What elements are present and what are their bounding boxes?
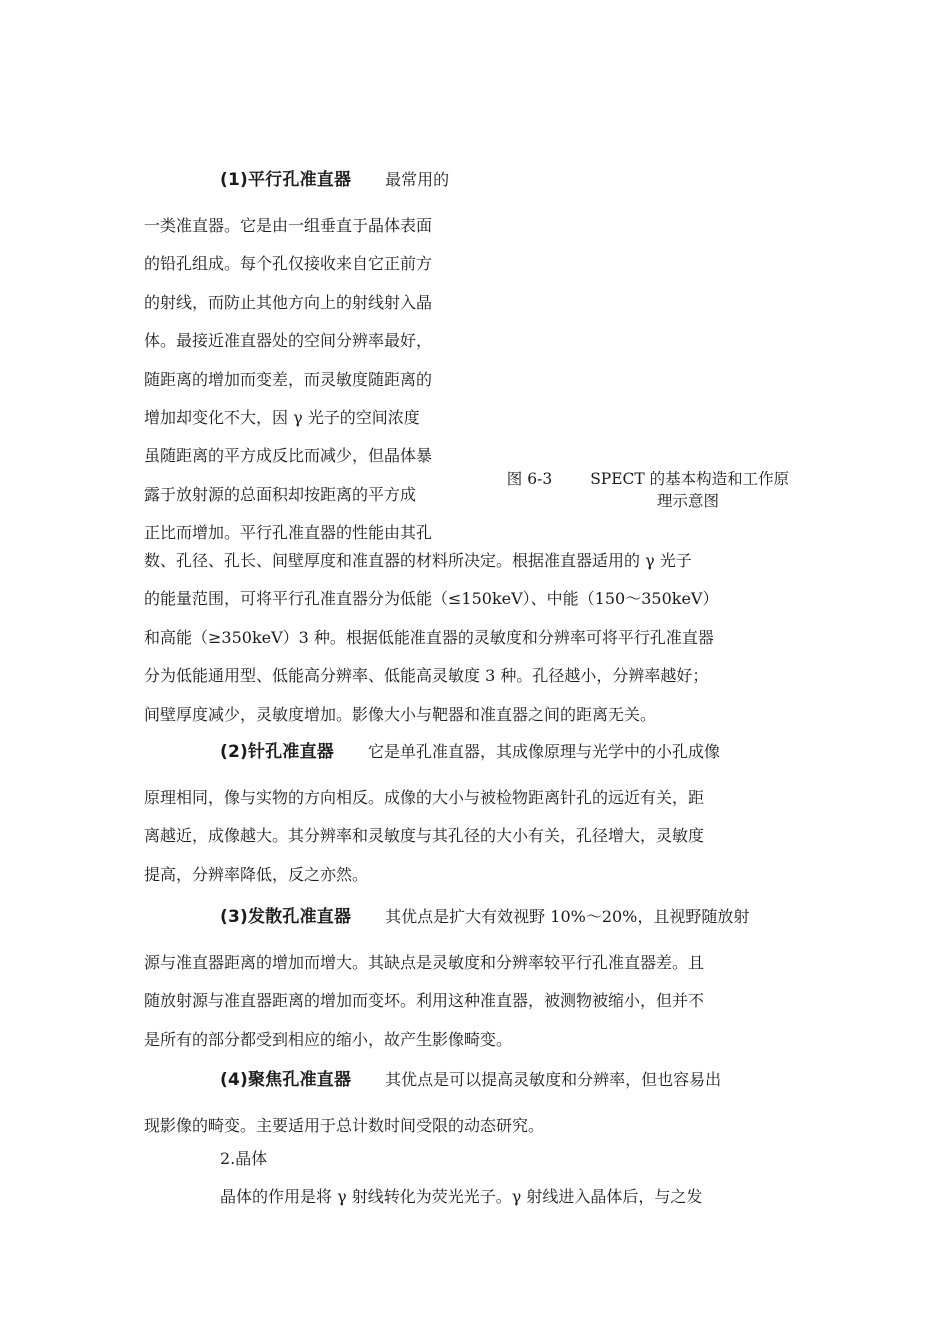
figure-number: 图 6-3 (506, 470, 553, 488)
section-parallel-hole-collimator (144, 158, 484, 553)
figure-title-line2: 理示意图 (656, 492, 719, 510)
subsection-heading: 2.晶体 (220, 1149, 268, 1168)
body-line: 间壁厚度减少，灵敏度增加。影像大小与靶器和准直器之间的距离无关。 (144, 704, 657, 724)
body-line: 离越近，成像越大。其分辨率和灵敏度与其孔径的大小有关，孔径增大，灵敏度 (144, 826, 705, 846)
body-line: 体。最接近准直器处的空间分辨率最好， (144, 331, 433, 351)
section-heading: (2)针孔准直器 (220, 742, 334, 762)
section-diverging-collimator (144, 895, 809, 1059)
body-line: 露于放射源的总面积却按距离的平方成 (144, 484, 417, 504)
body-text: 其优点是可以提高灵敏度和分辨率，但也容易出 (385, 1070, 722, 1089)
body-line: 一类准直器。它是由一组垂直于晶体表面 (144, 216, 433, 235)
section-parallel-hole-continued (144, 542, 809, 734)
body-line: 原理相同，像与实物的方向相反。成像的大小与被检物距离针孔的远近有关，距 (144, 788, 705, 807)
section-heading: (4)聚焦孔准直器 (220, 1070, 352, 1090)
body-line: 增加却变化不大，因 γ 光子的空间浓度 (144, 408, 420, 428)
section-pinhole-collimator (144, 730, 809, 894)
figure-title-line1: SPECT 的基本构造和工作原 (590, 470, 790, 488)
figure-caption (490, 468, 806, 512)
body-line: 正比而增加。平行孔准直器的性能由其孔 (144, 523, 433, 543)
body-line: 和高能（≥350keV）3 种。根据低能准直器的灵敏度和分辨率可将平行孔准直器 (144, 627, 714, 647)
body-line: 现影像的畸变。主要适用于总计数时间受限的动态研究。 (144, 1116, 545, 1135)
paragraph-first-line (144, 730, 809, 774)
body-line: 的能量范围，可将平行孔准直器分为低能（≤150keV）、中能（150～350keV） (144, 589, 719, 609)
body-line: 的铅孔组成。每个孔仅接收来自它正前方 (144, 254, 433, 274)
body-text: 它是单孔准直器，其成像原理与光学中的小孔成像 (367, 742, 720, 761)
body-line: 随距离的增加而变差，而灵敏度随距离的 (144, 369, 433, 389)
paragraph-first-line (144, 895, 809, 939)
body-line: 的射线，而防止其他方向上的射线射入晶 (144, 292, 433, 312)
body-line: 晶体的作用是将 γ 射线转化为荧光光子。γ 射线进入晶体后，与之发 (220, 1187, 703, 1207)
body-line: 源与准直器距离的增加而增大。其缺点是灵敏度和分辨率较平行孔准直器差。且 (144, 953, 705, 972)
body-line: 数、孔径、孔长、间壁厚度和准直器的材料所决定。根据准直器适用的 γ 光子 (144, 551, 692, 570)
section-crystal (144, 1140, 809, 1217)
paragraph-first-line (144, 158, 484, 202)
paragraph-first-line (144, 1058, 809, 1102)
body-line: 分为低能通用型、低能高分辨率、低能高灵敏度 3 种。孔径越小，分辨率越好； (144, 666, 709, 686)
section-heading: (1)平行孔准直器 (220, 170, 352, 190)
body-line: 虽随距离的平方成反比而减少，但晶体暴 (144, 446, 433, 466)
section-heading: (3)发散孔准直器 (220, 907, 352, 927)
body-text: 其优点是扩大有效视野 10%～20%，且视野随放射 (385, 907, 750, 926)
body-line: 随放射源与准直器距离的增加而变坏。利用这种准直器，被测物被缩小，但并不 (144, 991, 705, 1011)
body-line: 提高，分辨率降低，反之亦然。 (144, 864, 369, 884)
body-line: 是所有的部分都受到相应的缩小，故产生影像畸变。 (144, 1029, 513, 1049)
section-converging-collimator (144, 1058, 809, 1145)
body-text: 最常用的 (385, 170, 450, 189)
